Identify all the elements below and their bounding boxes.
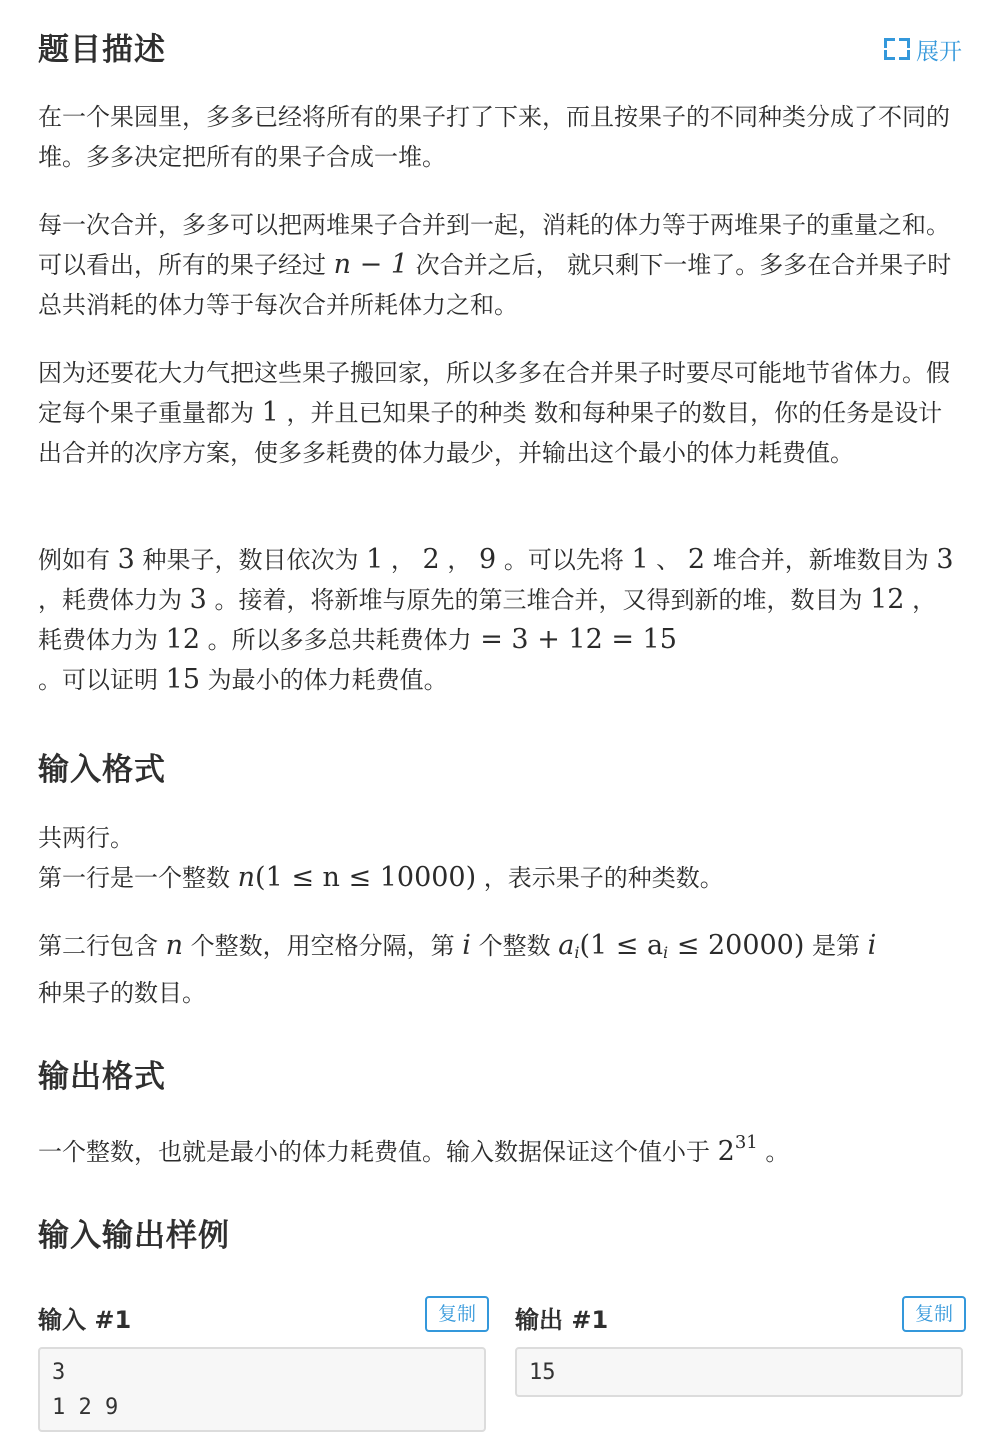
description-paragraph-4: 例如有 3 种果子，数目依次为 1 ， 2 ， 9 。可以先将 1 、 2 堆合并，新堆数目为 3 ，耗费体力为 3 。接着，将新堆与原先的第三堆合并，又得到新的堆，数目为 12 ，耗费体力为 12 。所以多多总共耗费体力 = 3 + 12 = 15 。可以证明 15 为最小的体力耗费值。: [38, 544, 954, 695]
sample-input-code[interactable]: 3 1 2 9: [38, 1347, 486, 1432]
input-format-paragraph-2: 第二行包含 n 个整数，用空格分隔，第 i 个整数 $a_i(1 \le a_i \le 20000)$ 是第 i 种果子的数目。: [38, 930, 877, 1007]
input-format-title: 输入格式: [38, 752, 166, 788]
samples-title: 输入输出样例: [38, 1218, 230, 1254]
math-n-minus-1: n − 1: [333, 249, 408, 280]
copy-output-button[interactable]: 复制: [902, 1296, 966, 1332]
sample-output-code[interactable]: 15: [515, 1347, 963, 1397]
copy-input-button[interactable]: 复制: [425, 1296, 489, 1332]
description-title: 题目描述: [38, 32, 166, 68]
description-paragraph-3: 因为还要花大力气把这些果子搬回家，所以多多在合并果子时要尽可能地节省体力。假定每个果子重量都为 1 ，并且已知果子的种类 数和每种果子的数目，你的任务是设计出合并的次序方案，使多多耗费的体力最少，并输出这个最小的体力耗费值。: [38, 359, 950, 467]
sample-output-label: 输出 #1: [515, 1306, 609, 1334]
sample-input-label: 输入 #1: [38, 1306, 132, 1334]
expand-button[interactable]: [884, 34, 962, 64]
output-format-text: 一个整数，也就是最小的体力耗费值。输入数据保证这个值小于 $2^{31}$ 。: [38, 1132, 790, 1167]
expand-icon: [884, 38, 910, 60]
expand-label: 展开: [916, 38, 962, 65]
input-format-lines: 共两行。 第一行是一个整数 n(1 ≤ n ≤ 10000) ，表示果子的种类数。: [38, 824, 724, 893]
output-format-title: 输出格式: [38, 1059, 166, 1095]
description-paragraph-2: 每一次合并，多多可以把两堆果子合并到一起，消耗的体力等于两堆果子的重量之和。可以看出，所有的果子经过 n − 1 次合并之后， 就只剩下一堆了。多多在合并果子时总共消耗的体力等于每次合并所耗体力之和。: [38, 211, 952, 319]
description-header: [38, 28, 962, 72]
description-paragraph-1: 在一个果园里，多多已经将所有的果子打了下来，而且按果子的不同种类分成了不同的堆。多多决定把所有的果子合成一堆。: [38, 103, 950, 171]
